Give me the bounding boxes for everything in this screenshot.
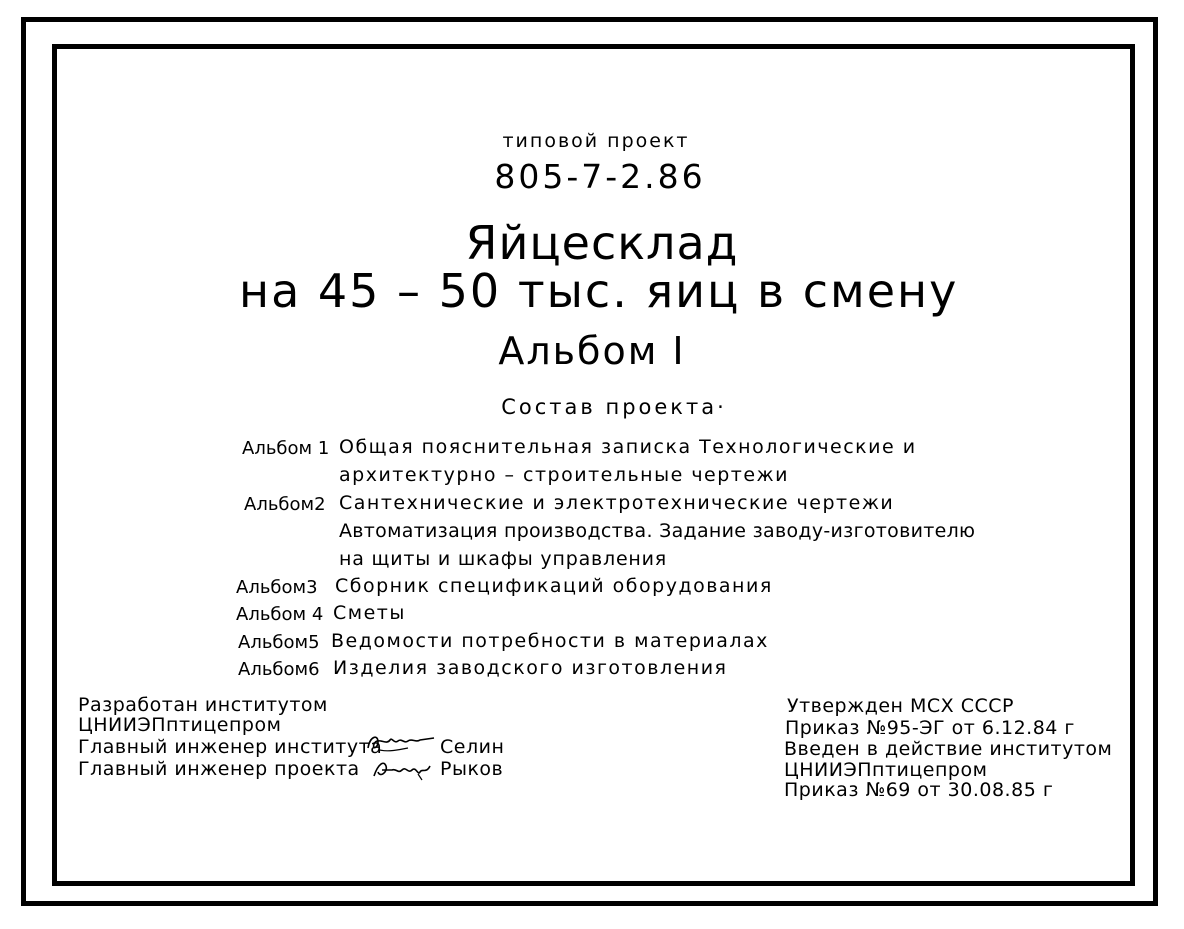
chief-engineer-project-role: Главный инженер проекта [78,758,360,780]
album-3-line-1: Сборник спецификаций оборудования [335,575,773,597]
album-2-line-1: Сантехнические и электротехнические чертежи [339,492,895,514]
album-2-line-3: на щиты и шкафы управления [339,548,668,570]
developed-by: Разработан институтом [78,694,328,716]
album-1-label: Альбом 1 [242,438,330,459]
album-1-line-2: архитектурно – строительные чертежи [339,464,790,486]
project-type: типовой проект [502,130,690,152]
chief-engineer-institute-name: Селин [440,736,505,758]
effect-institute: ЦНИИЭПптицепром [784,759,988,781]
album-1-line-1: Общая пояснительная записка Технологические и [339,436,917,458]
chief-engineer-institute-role: Главный инженер института [78,736,383,758]
put-into-effect: Введен в действие институтом [784,738,1113,760]
developed-institute: ЦНИИЭПптицепром [78,714,282,736]
chief-engineer-project-name: Рыков [440,758,504,780]
project-title: Яйцесклад [465,216,739,270]
effect-order: Приказ №69 от 30.08.85 г [784,779,1054,801]
approved-by: Утвержден МСХ СССР [787,695,1014,717]
album-4-label: Альбом 4 [236,604,324,625]
project-code: 805-7-2.86 [494,157,706,196]
signature-rykov [370,754,438,784]
album-4-line-1: Сметы [333,602,406,624]
album-2-line-2: Автоматизация производства. Задание заводу-изготовителю [339,520,976,542]
album-5-label: Альбом5 [238,632,320,653]
album-6-line-1: Изделия заводского изготовления [333,657,728,679]
approval-order: Приказ №95-ЭГ от 6.12.84 г [785,717,1075,739]
contents-heading: Состав проекта· [501,395,727,419]
album-3-label: Альбом3 [236,577,318,598]
album-title: Альбом I [498,329,686,373]
project-subtitle: на 45 – 50 тыс. яиц в смену [239,264,959,318]
album-2-label: Альбом2 [244,494,326,515]
album-6-label: Альбом6 [238,659,320,680]
album-5-line-1: Ведомости потребности в материалах [331,630,769,652]
